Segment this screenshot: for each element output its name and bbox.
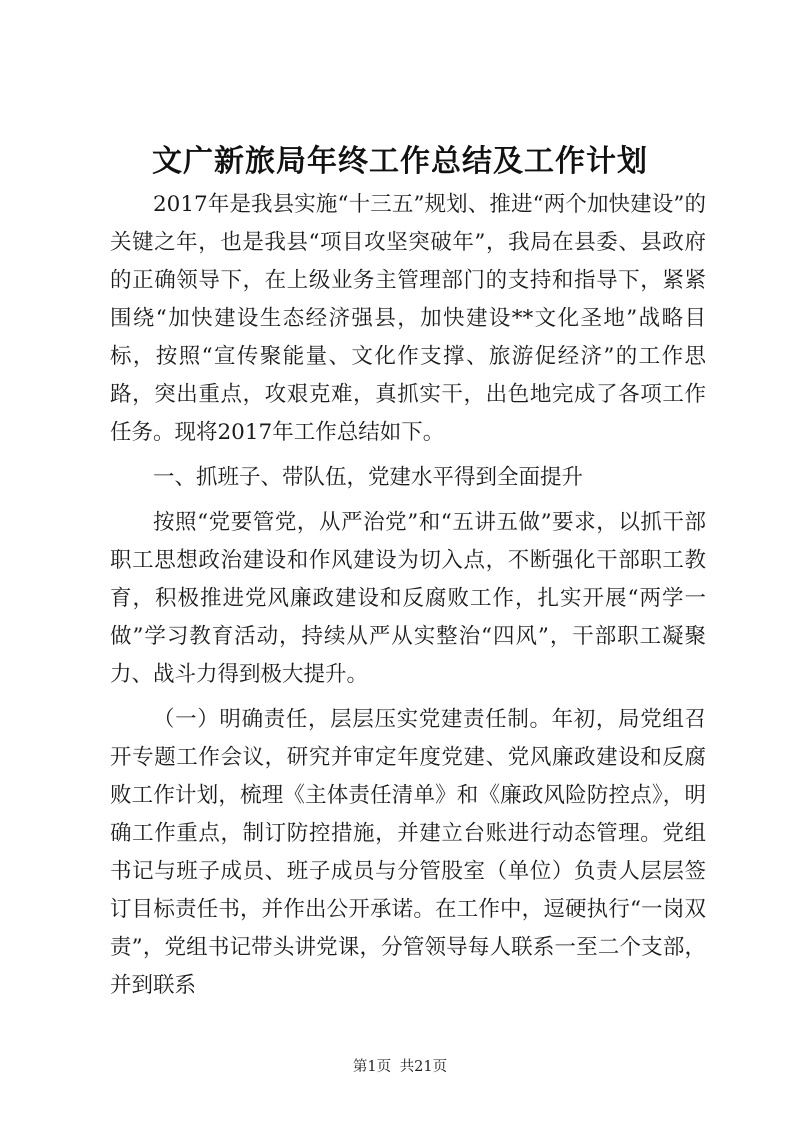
page-number: 第1页	[352, 1059, 392, 1075]
page-footer	[0, 1057, 800, 1077]
page-total: 共21页	[399, 1059, 448, 1075]
section-heading-1: 一、抓班子、带队伍，党建水平得到全面提升	[153, 465, 584, 490]
document-title: 文广新旅局年终工作总结及工作计划	[152, 144, 648, 179]
intro-paragraph: 2017年是我县实施“十三五”规划、推进“两个加快建设”的关键之年，也是我县“项目攻坚突破年”，我局在县委、县政府的正确领导下，在上级业务主管理部门的支持和指导下，紧紧围绕“加快建设生态经济强县，加快建设**文化圣地”战略目标，按照“宣传聚能量、文化作支撑、旅游促经济”的工作思路，突出重点，攻艰克难，真抓实干，出色地完成了各项工作任务。现将2017年工作总结如下。	[110, 192, 706, 445]
subsection-paragraph-1: （一）明确责任，层层压实党建责任制。年初，局党组召开专题工作会议，研究并审定年度党建、党风廉政建设和反腐败工作计划，梳理《主体责任清单》和《廉政风险防控点》，明确工作重点，制订防控措施，并建立台账进行动态管理。党组书记与班子成员、班子成员与分管股室（单位）负责人层层签订目标责任书，并作出公开承诺。在工作中，逗硬执行“一岗双责”，党组书记带头讲党课，分管领导每人联系一至二个支部，并到联系	[110, 707, 706, 998]
document-body	[110, 186, 706, 1012]
section-paragraph-1: 按照“党要管党，从严治党”和“五讲五做”要求，以抓干部职工思想政治建设和作风建设为切入点，不断强化干部职工教育，积极推进党风廉政建设和反腐败工作，扎实开展“两学一做”学习教育活动，持续从严从实整治“四风”，干部职工凝聚力、战斗力得到极大提升。	[110, 510, 706, 687]
